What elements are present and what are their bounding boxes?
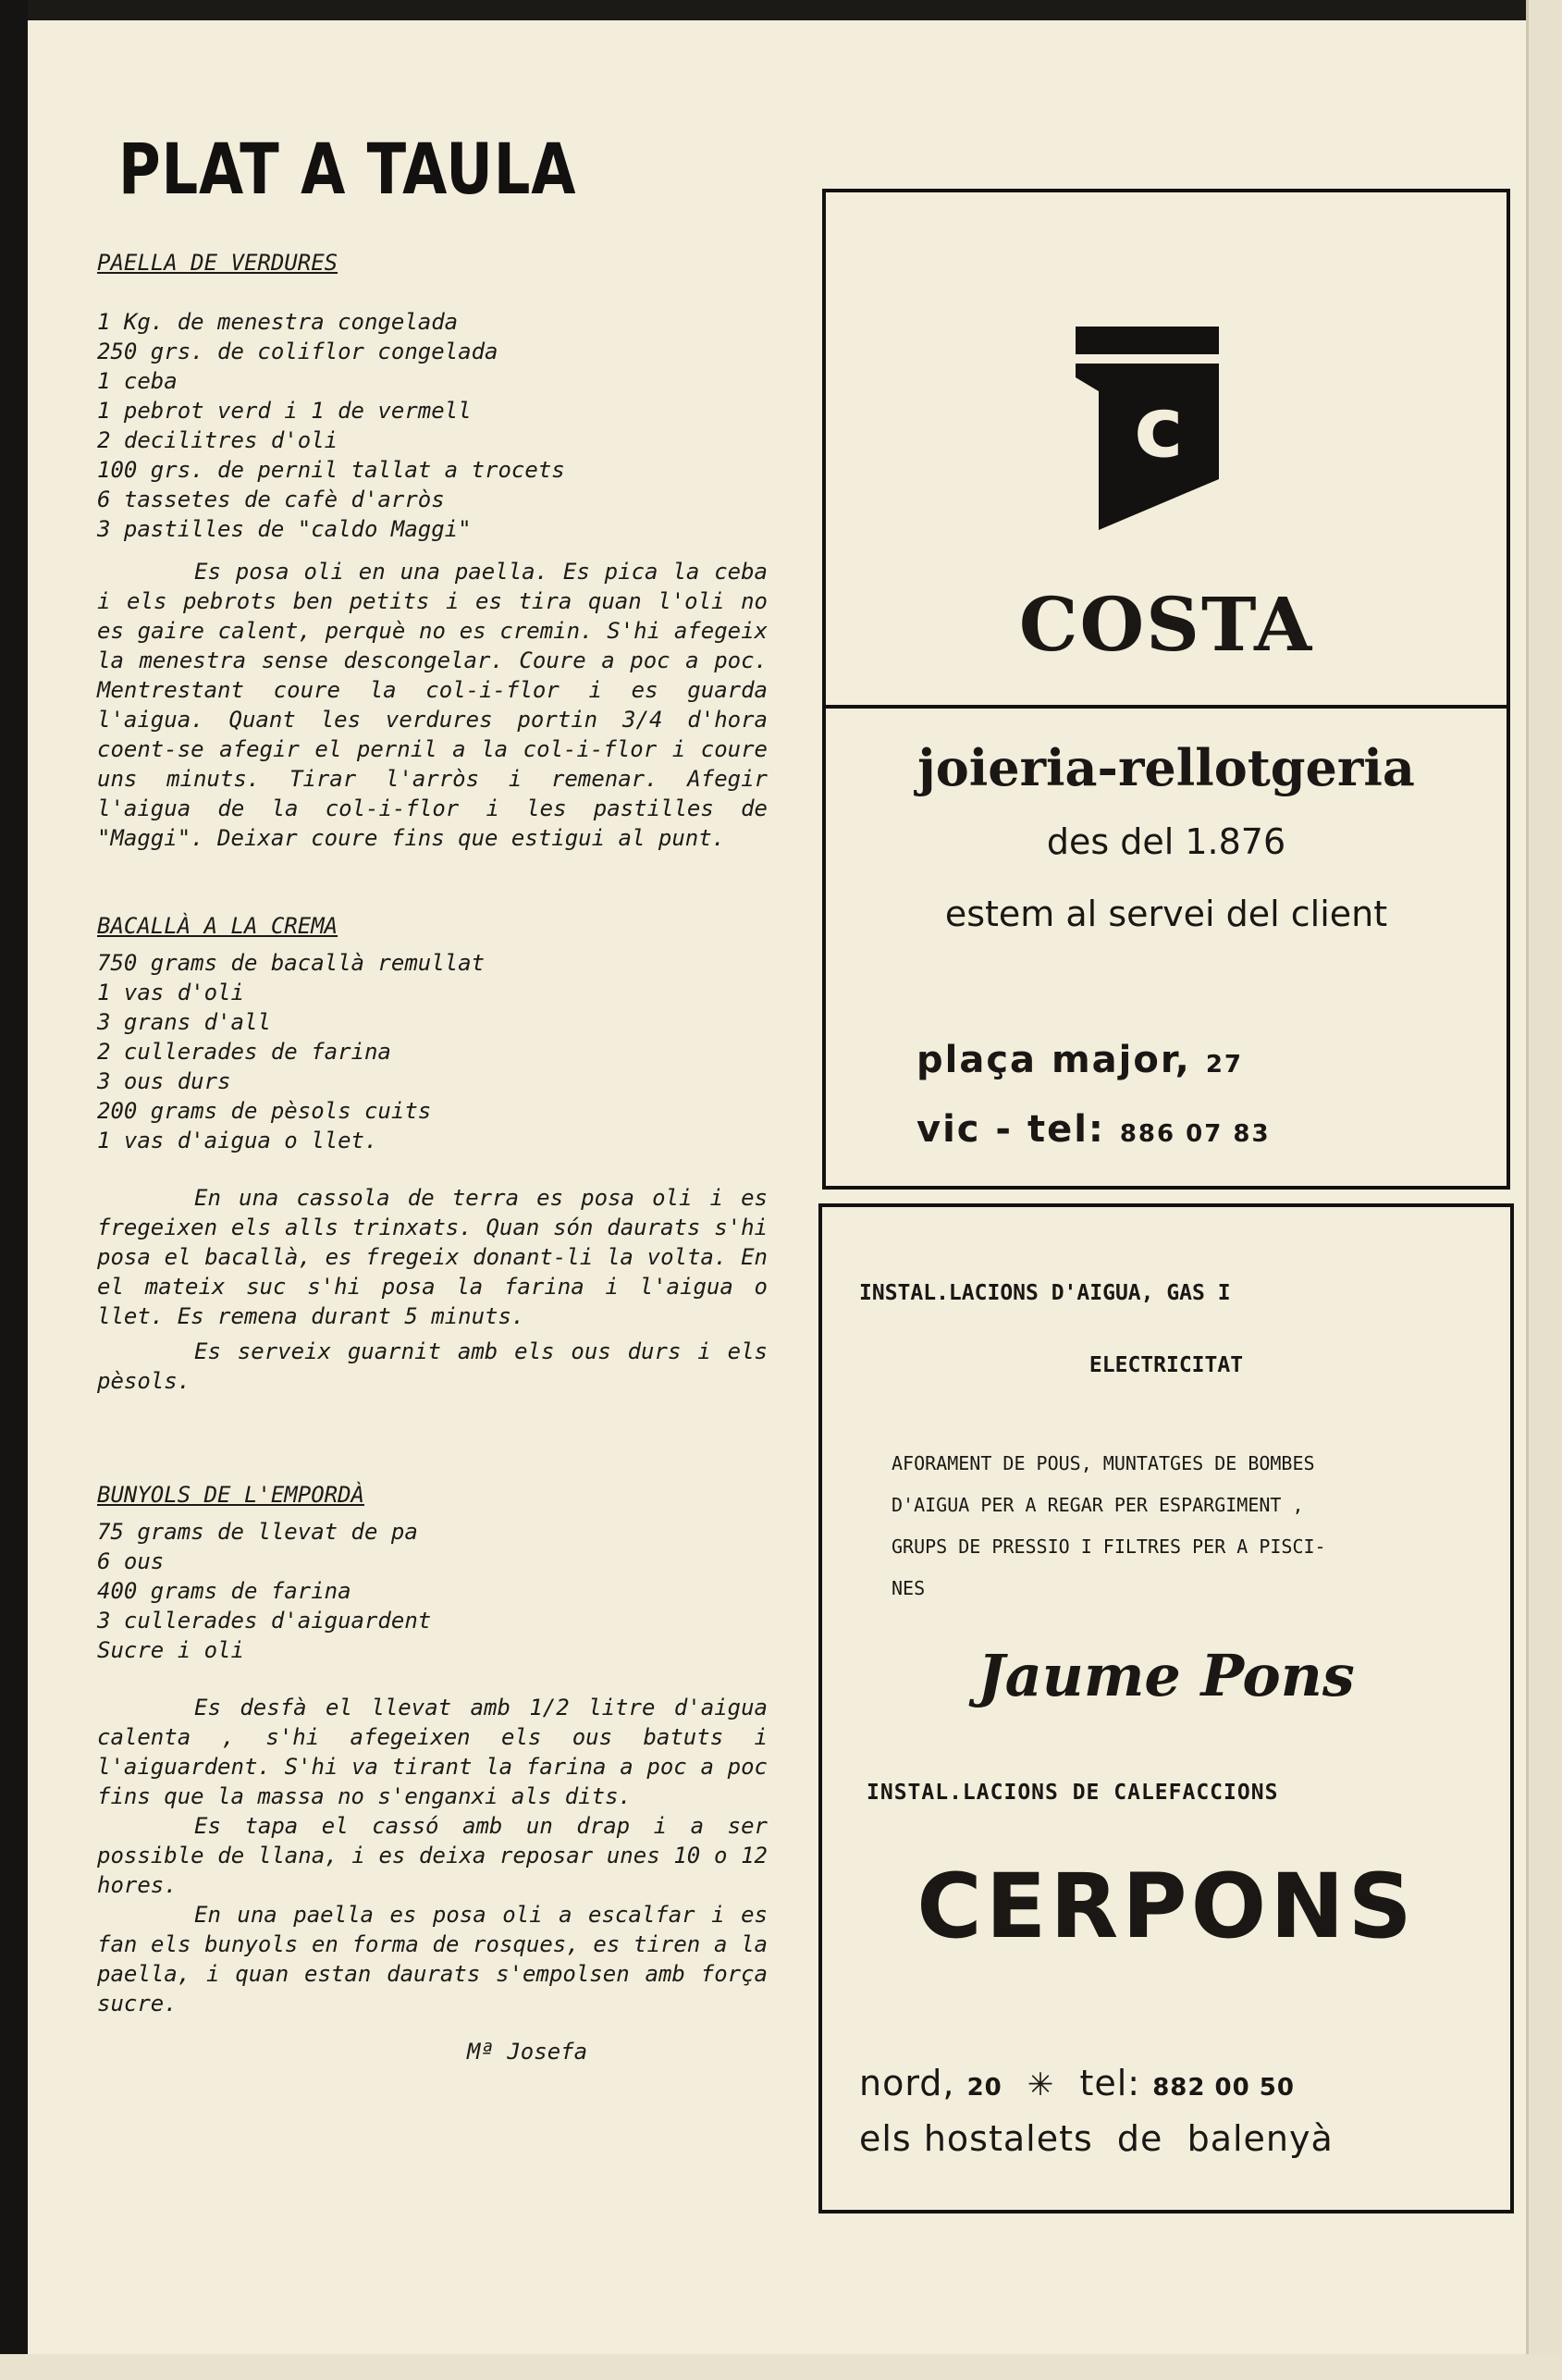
- ad-pons-owner: Jaume Pons: [978, 1642, 1355, 1709]
- ingredient: 75 grams de llevat de pa: [97, 1519, 418, 1545]
- recipe-instructions: Es serveix guarnit amb els ous durs i els pèsols.: [97, 1338, 768, 1394]
- ingredient: 2 decilitres d'oli: [97, 427, 338, 453]
- ad-pons-contact: [859, 2063, 1295, 2103]
- ingredient: 100 grs. de pernil tallat a trocets: [97, 457, 565, 483]
- page-title: PLAT A TAULA: [118, 128, 577, 210]
- recipe-instructions: En una cassola de terra es posa oli i es fregeixen els alls trinxats. Quan són daurats s'hi posa el bacallà, es fregeix donant-li la volta. En el mateix suc s'hi posa la farina i l'aigua o llet. Es remena durant 5 minuts.: [97, 1185, 768, 1329]
- contact-street-number: 20: [966, 2074, 1002, 2102]
- ingredient: 2 cullerades de farina: [97, 1039, 391, 1065]
- ad-pons-services-heading: INSTAL.LACIONS D'AIGUA, GAS I: [859, 1281, 1231, 1305]
- recipe-paella: [97, 248, 768, 853]
- ingredient: 6 tassetes de cafè d'arròs: [97, 487, 445, 512]
- ad-divider: [826, 705, 1507, 709]
- recipe-bunyols: [97, 1480, 768, 2066]
- ingredient: 1 vas d'oli: [97, 980, 244, 1005]
- ad-costa: [822, 189, 1510, 1190]
- service-line: NES: [892, 1577, 926, 1599]
- ad-pons-electricity: ELECTRICITAT: [1088, 1353, 1244, 1377]
- recipe-instructions: Es posa oli en una paella. Es pica la ceba i els pebrots ben petits i es tira quan l'oli no es gaire calent, perquè no es cremin. S'hi afegeix la menestra sense descongelar. Coure a poc a poc. Mentrestant coure la col-i-flor i es guarda l'aigua. Quant les verdures portin 3/4 d'hora coent-se afegir el pernil a la col-i-flor i coure uns minuts. Tirar l'arròs i remenar. Afegir l'aigua de la col-i-flor i les pastilles de "Maggi". Deixar coure fins que estigui al punt.: [97, 559, 768, 851]
- page-bottom-edge: [0, 2354, 1562, 2380]
- ingredient: 400 grams de farina: [97, 1578, 351, 1604]
- service-line: AFORAMENT DE POUS, MUNTATGES DE BOMBES: [892, 1452, 1315, 1474]
- ad-pons-heating: INSTAL.LACIONS DE CALEFACCIONS: [867, 1781, 1279, 1805]
- ingredient: 750 grams de bacallà remullat: [97, 950, 486, 976]
- recipe-bacalla: [97, 911, 768, 1396]
- ad-pons-town: els hostalets de balenyà: [859, 2118, 1334, 2159]
- recipe-instructions: Es desfà el llevat amb 1/2 litre d'aigua calenta , s'hi afegeixen els ous batuts i l'aiguardent. S'hi va tirant la farina a poc a poc fins que la massa no s'enganxi als dits.: [97, 1695, 768, 1809]
- ingredient: 1 Kg. de menestra congelada: [97, 309, 459, 335]
- ingredient: 250 grs. de coliflor congelada: [97, 339, 498, 364]
- page-top-shadow: [0, 0, 1562, 20]
- ad-pons-services: [892, 1443, 1456, 1609]
- address-street: plaça major,: [916, 1039, 1191, 1081]
- ingredient: 6 ous: [97, 1548, 165, 1574]
- recipe-signature: Mª Josefa: [467, 2039, 588, 2065]
- ingredient: 3 cullerades d'aiguardent: [97, 1608, 432, 1634]
- page-right-edge: [1526, 0, 1562, 2380]
- ingredient: 1 ceba: [97, 368, 178, 394]
- costa-logo-icon: [1076, 327, 1219, 530]
- recipe-title: BACALLÀ A LA CREMA: [97, 913, 338, 939]
- ad-pons: [818, 1203, 1514, 2214]
- ingredient: 1 vas d'aigua o llet.: [97, 1128, 378, 1153]
- contact-street: nord,: [859, 2063, 955, 2103]
- service-line: D'AIGUA PER A REGAR PER ESPARGIMENT ,: [892, 1494, 1304, 1516]
- ingredient: 3 grans d'all: [97, 1009, 271, 1035]
- page-left-shadow: [0, 0, 28, 2380]
- ingredient: 200 grams de pèsols cuits: [97, 1098, 432, 1124]
- ingredient: 1 pebrot verd i 1 de vermell: [97, 398, 472, 424]
- logo-letter: c: [1134, 379, 1184, 476]
- contact-tel-label: tel:: [1079, 2063, 1141, 2103]
- ad-costa-tagline: joieria-rellotgeria: [917, 738, 1415, 797]
- address-city: vic - tel:: [916, 1108, 1105, 1151]
- contact-phone: 882 00 50: [1152, 2074, 1295, 2102]
- ad-costa-name: COSTA: [1018, 581, 1314, 668]
- ingredient: Sucre i oli: [97, 1637, 244, 1663]
- address-number: 27: [1205, 1051, 1243, 1079]
- ingredient: 3 ous durs: [97, 1068, 231, 1094]
- ingredient: 3 pastilles de "caldo Maggi": [97, 516, 472, 542]
- recipe-title: PAELLA DE VERDURES: [97, 250, 338, 276]
- ad-costa-service: estem al servei del client: [944, 894, 1388, 934]
- service-line: GRUPS DE PRESSIO I FILTRES PER A PISCI-: [892, 1535, 1326, 1558]
- asterisk-icon: ✳: [1027, 2066, 1055, 2103]
- recipe-instructions: Es tapa el cassó amb un drap i a ser possible de llana, i es deixa reposar unes 10 o 12 hores.: [97, 1813, 768, 1898]
- ad-costa-phone-line: [916, 1108, 1271, 1151]
- ad-costa-since: des del 1.876: [1046, 821, 1286, 862]
- recipe-instructions: En una paella es posa oli a escalfar i es fan els bunyols en forma de rosques, es tiren a la paella, i quan estan daurats s'empolsen amb força sucre.: [97, 1902, 768, 2016]
- ad-costa-address: [916, 1039, 1243, 1081]
- ad-pons-brand: CERPONS: [916, 1855, 1416, 1958]
- recipe-title: BUNYOLS DE L'EMPORDÀ: [97, 1482, 364, 1508]
- phone-number: 886 07 83: [1119, 1120, 1271, 1148]
